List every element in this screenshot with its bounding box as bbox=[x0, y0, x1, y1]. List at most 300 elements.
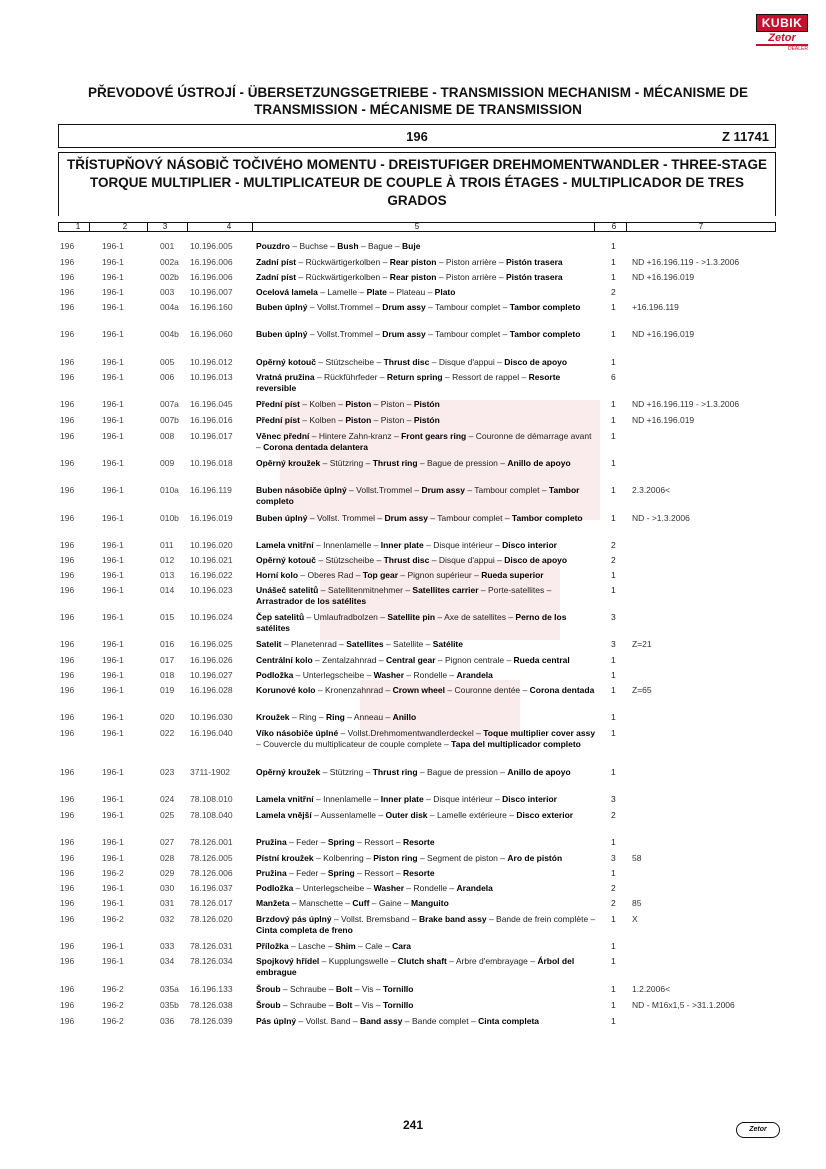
description-de: Stützscheibe bbox=[325, 555, 375, 565]
description-en: Ring bbox=[325, 712, 345, 722]
cell-group: 196 bbox=[60, 555, 75, 565]
col-header-3: 3 bbox=[162, 222, 168, 231]
description-fr: Piston arrière bbox=[445, 257, 497, 267]
description-es: Disco exterior bbox=[516, 810, 574, 820]
cell-part-number: 78.126.038 bbox=[190, 1000, 233, 1010]
cell-part-number: 10.196.005 bbox=[190, 241, 233, 251]
cell-position: 002b bbox=[160, 272, 179, 282]
description-fr: Disque d'appui bbox=[438, 555, 495, 565]
description-de: Unterlegscheibe bbox=[302, 670, 365, 680]
description-en: Brake band assy bbox=[419, 914, 487, 924]
cell-description: Vratná pružina – Rückführfeder – Return spring – Ressort de rappel – Resorte reversible bbox=[256, 372, 561, 393]
cell-description: Čep satelitů – Umlaufradbolzen – Satellite pin – Axe de satellites – Perno de los satélites bbox=[256, 612, 567, 633]
description-fr: Bande de frein complète bbox=[496, 914, 589, 924]
cell-description: Satelit – Planetenrad – Satellites – Satellite – Satélite bbox=[256, 639, 463, 649]
description-fr: Couronne de démarrage avant bbox=[475, 431, 592, 441]
cell-quantity: 1 bbox=[611, 257, 616, 267]
cell-position: 004a bbox=[160, 302, 179, 312]
logo-kubik-text: KUBIK bbox=[756, 14, 808, 32]
description-fr: Disque d'appui bbox=[438, 357, 495, 367]
description-es: Perno de los satélites bbox=[256, 612, 567, 633]
description-es: Tambor completo bbox=[509, 302, 581, 312]
description-cz: Šroub bbox=[256, 984, 281, 994]
cell-description: Zadní píst – Rückwärtigerkolben – Rear piston – Piston arrière – Pistón trasera bbox=[256, 272, 563, 282]
description-fr: Rondelle bbox=[413, 670, 448, 680]
description-es: Corona dentada bbox=[529, 685, 595, 695]
description-es: Pistón bbox=[413, 399, 440, 409]
cell-description: Přední píst – Kolben – Piston – Piston – Pistón bbox=[256, 415, 440, 425]
description-cz: Spojkový hřídel bbox=[256, 956, 320, 966]
cell-part-number: 16.196.028 bbox=[190, 685, 233, 695]
description-de: Kronenzahnrad bbox=[324, 685, 384, 695]
description-en: Satellite pin bbox=[387, 612, 436, 622]
description-fr: Porte-satellites bbox=[488, 585, 545, 595]
cell-position: 022 bbox=[160, 728, 175, 738]
cell-group: 196 bbox=[60, 670, 75, 680]
description-es: Disco de apoyo bbox=[504, 357, 568, 367]
cell-description: Buben úplný – Vollst. Trommel – Drum assy – Tambour complet – Tambor completo bbox=[256, 513, 583, 523]
cell-figure: 196-1 bbox=[102, 287, 124, 297]
cell-group: 196 bbox=[60, 372, 75, 382]
cell-part-number: 78.126.001 bbox=[190, 837, 233, 847]
description-de: Stützring bbox=[329, 767, 364, 777]
description-fr: Ressort bbox=[364, 868, 394, 878]
description-cz: Buben úplný bbox=[256, 513, 308, 523]
description-fr: Plateau bbox=[396, 287, 426, 297]
description-en: Thrust disc bbox=[383, 555, 430, 565]
cell-group: 196 bbox=[60, 639, 75, 649]
description-fr: Bague de pression bbox=[427, 458, 498, 468]
description-cz: Horní kolo bbox=[256, 570, 299, 580]
description-cz: Unášeč satelitů bbox=[256, 585, 319, 595]
cell-quantity: 3 bbox=[611, 612, 616, 622]
cell-note: ND +16.196.019 bbox=[632, 272, 695, 282]
cell-quantity: 1 bbox=[611, 272, 616, 282]
description-cz: Pístní kroužek bbox=[256, 853, 314, 863]
description-de: Umlaufradbolzen bbox=[313, 612, 378, 622]
description-en: Inner plate bbox=[380, 540, 424, 550]
cell-quantity: 1 bbox=[611, 984, 616, 994]
cell-position: 024 bbox=[160, 794, 175, 804]
description-es: Plato bbox=[434, 287, 456, 297]
cell-part-number: 78.126.034 bbox=[190, 956, 233, 966]
cell-group: 196 bbox=[60, 357, 75, 367]
cell-quantity: 1 bbox=[611, 1000, 616, 1010]
cell-position: 019 bbox=[160, 685, 175, 695]
description-en: Bolt bbox=[335, 984, 353, 994]
cell-quantity: 2 bbox=[611, 555, 616, 565]
cell-position: 009 bbox=[160, 458, 175, 468]
cell-figure: 196-1 bbox=[102, 302, 124, 312]
cell-position: 004b bbox=[160, 329, 179, 339]
cell-group: 196 bbox=[60, 767, 75, 777]
cell-position: 032 bbox=[160, 914, 175, 924]
cell-position: 033 bbox=[160, 941, 175, 951]
description-es: Rueda superior bbox=[481, 570, 544, 580]
description-de: Ring bbox=[299, 712, 317, 722]
cell-position: 030 bbox=[160, 883, 175, 893]
cell-group: 196 bbox=[60, 883, 75, 893]
description-fr: Tambour complet bbox=[435, 302, 501, 312]
description-cz: Opěrný kroužek bbox=[256, 767, 321, 777]
description-fr: Disque intérieur bbox=[433, 540, 493, 550]
description-cz: Šroub bbox=[256, 1000, 281, 1010]
cell-description: Buben násobiče úplný – Vollst.Trommel – Drum assy – Tambour complet – Tambor completo bbox=[256, 485, 580, 506]
cell-description: Korunové kolo – Kronenzahnrad – Crown wheel – Couronne dentée – Corona dentada bbox=[256, 685, 595, 695]
cell-note: Z=65 bbox=[632, 685, 652, 695]
column-header-row bbox=[58, 222, 776, 232]
description-es: Disco interior bbox=[502, 794, 557, 804]
cell-part-number: 10.196.027 bbox=[190, 670, 233, 680]
cell-position: 011 bbox=[160, 540, 174, 550]
cell-description: Ocelová lamela – Lamelle – Plate – Plateau – Plato bbox=[256, 287, 456, 297]
description-en: Cuff bbox=[352, 898, 370, 908]
description-fr: Tambour complet bbox=[435, 329, 501, 339]
cell-figure: 196-1 bbox=[102, 941, 124, 951]
description-de: Unterlegscheibe bbox=[302, 883, 365, 893]
cell-position: 018 bbox=[160, 670, 175, 680]
cell-group: 196 bbox=[60, 712, 75, 722]
description-cz: Vratná pružina bbox=[256, 372, 315, 382]
cell-quantity: 3 bbox=[611, 639, 616, 649]
catalog-code: Z 11741 bbox=[722, 129, 769, 144]
cell-figure: 196-1 bbox=[102, 257, 124, 267]
description-cz: Satelit bbox=[256, 639, 282, 649]
description-es: Disco interior bbox=[502, 540, 557, 550]
cell-group: 196 bbox=[60, 956, 75, 966]
cell-figure: 196-1 bbox=[102, 570, 124, 580]
description-de: Vollst.Drehmomentwandlerdeckel bbox=[347, 728, 474, 738]
cell-part-number: 78.126.020 bbox=[190, 914, 233, 924]
description-es: Arandela bbox=[456, 883, 493, 893]
cell-description: Brzdový pás úplný – Vollst. Bremsband – Brake band assy – Bande de frein complète – Cinta completa de freno bbox=[256, 914, 596, 935]
cell-description: Podložka – Unterlegscheibe – Washer – Rondelle – Arandela bbox=[256, 670, 493, 680]
cell-group: 196 bbox=[60, 431, 75, 441]
description-es: Manguito bbox=[411, 898, 449, 908]
cell-note: Z=21 bbox=[632, 639, 652, 649]
description-fr: Ressort bbox=[364, 837, 394, 847]
cell-quantity: 1 bbox=[611, 685, 616, 695]
cell-description: Lamela vnitřní – Innenlamelle – Inner plate – Disque intérieur – Disco interior bbox=[256, 540, 557, 550]
cell-figure: 196-1 bbox=[102, 810, 124, 820]
cell-group: 196 bbox=[60, 540, 75, 550]
description-en: Band assy bbox=[359, 1016, 403, 1026]
cell-note: ND +16.196.119 - >1.3.2006 bbox=[632, 399, 740, 409]
cell-quantity: 3 bbox=[611, 853, 616, 863]
cell-description: Šroub – Schraube – Bolt – Vis – Tornillo bbox=[256, 1000, 414, 1010]
description-cz: Zadní píst bbox=[256, 257, 297, 267]
description-es: Disco de apoyo bbox=[504, 555, 568, 565]
cell-figure: 196-1 bbox=[102, 399, 124, 409]
cell-group: 196 bbox=[60, 329, 75, 339]
cell-description: Centrální kolo – Zentalzahnrad – Central gear – Pignon centrale – Rueda central bbox=[256, 655, 570, 665]
cell-figure: 196-1 bbox=[102, 272, 124, 282]
cell-position: 010a bbox=[160, 485, 179, 495]
description-cz: Zadní píst bbox=[256, 272, 297, 282]
description-cz: Víko násobiče úplné bbox=[256, 728, 339, 738]
description-fr: Ressort de rappel bbox=[452, 372, 520, 382]
cell-quantity: 1 bbox=[611, 241, 616, 251]
description-en: Inner plate bbox=[380, 794, 424, 804]
description-cz: Brzdový pás úplný bbox=[256, 914, 332, 924]
description-es: Satélite bbox=[432, 639, 463, 649]
cell-group: 196 bbox=[60, 272, 75, 282]
cell-position: 031 bbox=[160, 898, 175, 908]
description-en: Drum assy bbox=[382, 329, 426, 339]
cell-position: 035b bbox=[160, 1000, 179, 1010]
description-cz: Přední píst bbox=[256, 415, 300, 425]
cell-description: Pístní kroužek – Kolbenring – Piston ring – Segment de piston – Aro de pistón bbox=[256, 853, 563, 863]
description-de: Vollst. Trommel bbox=[316, 513, 376, 523]
cell-position: 007a bbox=[160, 399, 179, 409]
description-cz: Opěrný kotouč bbox=[256, 555, 316, 565]
cell-figure: 196-1 bbox=[102, 357, 124, 367]
col-header-7: 7 bbox=[698, 222, 704, 231]
cell-quantity: 1 bbox=[611, 728, 616, 738]
cell-part-number: 16.196.016 bbox=[190, 415, 233, 425]
cell-description: Pružina – Feder – Spring – Ressort – Resorte bbox=[256, 837, 435, 847]
page-title: PŘEVODOVÉ ÚSTROJÍ - ÜBERSETZUNGSGETRIEBE - TRANSMISSION MECHANISM - MÉCANISME DE TRANSMISSION - MÉCANISME DE TRANSMISSION bbox=[87, 85, 749, 117]
description-en: Thrust disc bbox=[383, 357, 430, 367]
description-fr: Axe de satellites bbox=[444, 612, 506, 622]
cell-figure: 196-1 bbox=[102, 898, 124, 908]
description-en: Satellites bbox=[346, 639, 384, 649]
cell-figure: 196-1 bbox=[102, 585, 124, 595]
description-de: Kolbenring bbox=[323, 853, 364, 863]
description-en: Plate bbox=[366, 287, 387, 297]
description-de: Manschette bbox=[299, 898, 343, 908]
cell-figure: 196-2 bbox=[102, 1016, 124, 1026]
cell-group: 196 bbox=[60, 914, 75, 924]
description-fr: Pignon centrale bbox=[445, 655, 505, 665]
cell-group: 196 bbox=[60, 655, 75, 665]
cell-group: 196 bbox=[60, 941, 75, 951]
description-en: Shim bbox=[334, 941, 356, 951]
cell-part-number: 16.196.045 bbox=[190, 399, 233, 409]
cell-figure: 196-1 bbox=[102, 883, 124, 893]
description-es: Resorte bbox=[402, 868, 435, 878]
description-fr: Lamelle extérieure bbox=[436, 810, 507, 820]
description-de: Feder bbox=[296, 837, 319, 847]
description-es: Árbol del embrague bbox=[256, 956, 575, 977]
description-en: Bolt bbox=[335, 1000, 353, 1010]
cell-description: Opěrný kroužek – Stützring – Thrust ring – Bague de pression – Anillo de apoyo bbox=[256, 458, 571, 468]
description-cz: Pás úplný bbox=[256, 1016, 297, 1026]
cell-quantity: 1 bbox=[611, 302, 616, 312]
cell-position: 006 bbox=[160, 372, 175, 382]
description-es: Pistón trasera bbox=[505, 272, 563, 282]
cell-part-number: 16.196.119 bbox=[190, 485, 232, 495]
description-fr: Rondelle bbox=[413, 883, 448, 893]
description-es: Tambor completo bbox=[511, 513, 583, 523]
cell-quantity: 3 bbox=[611, 794, 616, 804]
cell-group: 196 bbox=[60, 1000, 75, 1010]
cell-quantity: 1 bbox=[611, 914, 616, 924]
cell-note: X bbox=[632, 914, 638, 924]
cell-quantity: 1 bbox=[611, 329, 616, 339]
description-cz: Podložka bbox=[256, 883, 294, 893]
description-fr: Bague bbox=[367, 241, 393, 251]
cell-group: 196 bbox=[60, 415, 75, 425]
description-en: Washer bbox=[373, 883, 405, 893]
description-de: Stützscheibe bbox=[325, 357, 375, 367]
cell-note: ND +16.196.019 bbox=[632, 415, 695, 425]
cell-quantity: 6 bbox=[611, 372, 616, 382]
cell-description: Pás úplný – Vollst. Band – Band assy – Bande complet – Cinta completa bbox=[256, 1016, 540, 1026]
cell-description: Šroub – Schraube – Bolt – Vis – Tornillo bbox=[256, 984, 414, 994]
cell-note: 1.2.2006< bbox=[632, 984, 671, 994]
description-cz: Kroužek bbox=[256, 712, 290, 722]
cell-quantity: 2 bbox=[611, 898, 616, 908]
cell-position: 001 bbox=[160, 241, 175, 251]
col-header-4: 4 bbox=[226, 222, 232, 231]
cell-position: 014 bbox=[160, 585, 175, 595]
section-title: TŘÍSTUPŇOVÝ NÁSOBIČ TOČIVÉHO MOMENTU - DREISTUFIGER DREHMOMENTWANDLER - THREE-STAGE TORQUE MULTIPLIER - MULTIPLICATEUR DE COUPLE À TROIS ÉTAGES - MULTIPLICADOR DE TRES GRADOS bbox=[66, 157, 767, 208]
cell-position: 020 bbox=[160, 712, 175, 722]
description-de: Feder bbox=[296, 868, 319, 878]
cell-group: 196 bbox=[60, 984, 75, 994]
description-cz: Věnec přední bbox=[256, 431, 310, 441]
cell-quantity: 1 bbox=[611, 712, 616, 722]
description-en: Spring bbox=[327, 868, 355, 878]
col-header-5: 5 bbox=[414, 222, 420, 231]
description-es: Anillo bbox=[392, 712, 417, 722]
description-cz: Manžeta bbox=[256, 898, 290, 908]
cell-position: 023 bbox=[160, 767, 175, 777]
description-fr: Bande complet bbox=[411, 1016, 469, 1026]
cell-quantity: 1 bbox=[611, 485, 616, 495]
cell-note: 85 bbox=[632, 898, 642, 908]
description-en: Thrust ring bbox=[372, 458, 418, 468]
description-cz: Buben úplný bbox=[256, 302, 308, 312]
cell-position: 010b bbox=[160, 513, 179, 523]
cell-figure: 196-1 bbox=[102, 853, 124, 863]
cell-description: Lamela vnitřní – Innenlamelle – Inner plate – Disque intérieur – Disco interior bbox=[256, 794, 557, 804]
cell-part-number: 16.196.026 bbox=[190, 655, 233, 665]
description-en: Drum assy bbox=[384, 513, 428, 523]
cell-figure: 196-1 bbox=[102, 513, 124, 523]
cell-description: Podložka – Unterlegscheibe – Washer – Rondelle – Arandela bbox=[256, 883, 493, 893]
cell-position: 029 bbox=[160, 868, 175, 878]
cell-description: Spojkový hřídel – Kupplungswelle – Clutch shaft – Arbre d'embrayage – Árbol del embrague bbox=[256, 956, 575, 977]
description-fr: Piston arrière bbox=[445, 272, 497, 282]
cell-group: 196 bbox=[60, 728, 75, 738]
cell-part-number: 78.108.010 bbox=[190, 794, 233, 804]
cell-quantity: 1 bbox=[611, 399, 616, 409]
cell-part-number: 16.196.133 bbox=[190, 984, 233, 994]
description-en: Thrust ring bbox=[372, 767, 418, 777]
cell-description: Lamela vnější – Aussenlamelle – Outer disk – Lamelle extérieure – Disco exterior bbox=[256, 810, 574, 820]
cell-part-number: 10.196.024 bbox=[190, 612, 233, 622]
description-es: Arrastrador de los satélites bbox=[256, 596, 367, 606]
cell-note: ND +16.196.119 - >1.3.2006 bbox=[632, 257, 740, 267]
description-fr: Couvercle du multiplicateur de couple complete bbox=[263, 739, 442, 749]
description-cz: Příložka bbox=[256, 941, 289, 951]
cell-position: 035a bbox=[160, 984, 179, 994]
cell-position: 002a bbox=[160, 257, 179, 267]
cell-position: 003 bbox=[160, 287, 175, 297]
cell-description: Buben úplný – Vollst.Trommel – Drum assy – Tambour complet – Tambor completo bbox=[256, 329, 581, 339]
description-fr: Bague de pression bbox=[427, 767, 498, 777]
cell-description: Kroužek – Ring – Ring – Anneau – Anillo bbox=[256, 712, 417, 722]
description-de: Zentalzahnrad bbox=[322, 655, 377, 665]
description-cz: Opěrný kroužek bbox=[256, 458, 321, 468]
description-fr: Gaine bbox=[378, 898, 402, 908]
kubik-zetor-logo bbox=[756, 14, 808, 52]
cell-description: Unášeč satelitů – Satellitenmitnehmer – Satellites carrier – Porte-satellites – Arrastrador de los satélites bbox=[256, 585, 552, 606]
cell-quantity: 1 bbox=[611, 357, 616, 367]
section-title-box bbox=[58, 152, 776, 216]
cell-group: 196 bbox=[60, 868, 75, 878]
cell-part-number: 10.196.012 bbox=[190, 357, 233, 367]
cell-position: 016 bbox=[160, 639, 175, 649]
description-de: Vollst.Trommel bbox=[316, 302, 373, 312]
description-es: Resorte bbox=[402, 837, 435, 847]
description-en: Drum assy bbox=[382, 302, 426, 312]
cell-group: 196 bbox=[60, 458, 75, 468]
description-de: Lasche bbox=[298, 941, 326, 951]
cell-note: +16.196.119 bbox=[632, 302, 679, 312]
cell-note: ND - >1.3.2006 bbox=[632, 513, 690, 523]
cell-part-number: 16.196.006 bbox=[190, 257, 233, 267]
description-de: Stützring bbox=[329, 458, 364, 468]
description-cz: Podložka bbox=[256, 670, 294, 680]
description-es: Tapa del multiplicador completo bbox=[451, 739, 581, 749]
cell-position: 005 bbox=[160, 357, 175, 367]
cell-position: 025 bbox=[160, 810, 175, 820]
description-de: Rückführfeder bbox=[324, 372, 378, 382]
cell-part-number: 16.196.040 bbox=[190, 728, 233, 738]
cell-description: Horní kolo – Oberes Rad – Top gear – Pignon supérieur – Rueda superior bbox=[256, 570, 544, 580]
cell-position: 036 bbox=[160, 1016, 175, 1026]
cell-figure: 196-1 bbox=[102, 431, 124, 441]
description-es: Anillo de apoyo bbox=[507, 458, 571, 468]
description-es: Cara bbox=[392, 941, 412, 951]
cell-part-number: 78.126.005 bbox=[190, 853, 233, 863]
description-cz: Přední píst bbox=[256, 399, 300, 409]
cell-figure: 196-1 bbox=[102, 372, 124, 382]
cell-figure: 196-1 bbox=[102, 670, 124, 680]
description-es: Tambor completo bbox=[256, 485, 580, 506]
description-es: Pistón bbox=[413, 415, 440, 425]
cell-group: 196 bbox=[60, 287, 75, 297]
cell-group: 196 bbox=[60, 399, 75, 409]
description-de: Rückwärtigerkolben bbox=[305, 257, 381, 267]
cell-group: 196 bbox=[60, 585, 75, 595]
description-fr: Vis bbox=[361, 1000, 374, 1010]
description-de: Kupplungswelle bbox=[328, 956, 389, 966]
description-de: Vollst. Bremsband bbox=[341, 914, 410, 924]
cell-figure: 196-1 bbox=[102, 241, 124, 251]
cell-quantity: 1 bbox=[611, 570, 616, 580]
description-en: Crown wheel bbox=[392, 685, 445, 695]
description-fr: Piston bbox=[380, 399, 405, 409]
cell-part-number: 16.196.025 bbox=[190, 639, 233, 649]
cell-figure: 196-1 bbox=[102, 728, 124, 738]
cell-part-number: 78.126.006 bbox=[190, 868, 233, 878]
logo-zetor-text: Zetor bbox=[756, 32, 808, 46]
cell-group: 196 bbox=[60, 513, 75, 523]
cell-quantity: 2 bbox=[611, 287, 616, 297]
description-en: Satellites carrier bbox=[412, 585, 479, 595]
description-de: Oberes Rad bbox=[307, 570, 354, 580]
zetor-footer-logo: Zetor bbox=[736, 1122, 780, 1138]
cell-quantity: 1 bbox=[611, 837, 616, 847]
cell-quantity: 1 bbox=[611, 415, 616, 425]
description-en: Toque multiplier cover assy bbox=[483, 728, 596, 738]
cell-quantity: 1 bbox=[611, 956, 616, 966]
cell-quantity: 1 bbox=[611, 941, 616, 951]
